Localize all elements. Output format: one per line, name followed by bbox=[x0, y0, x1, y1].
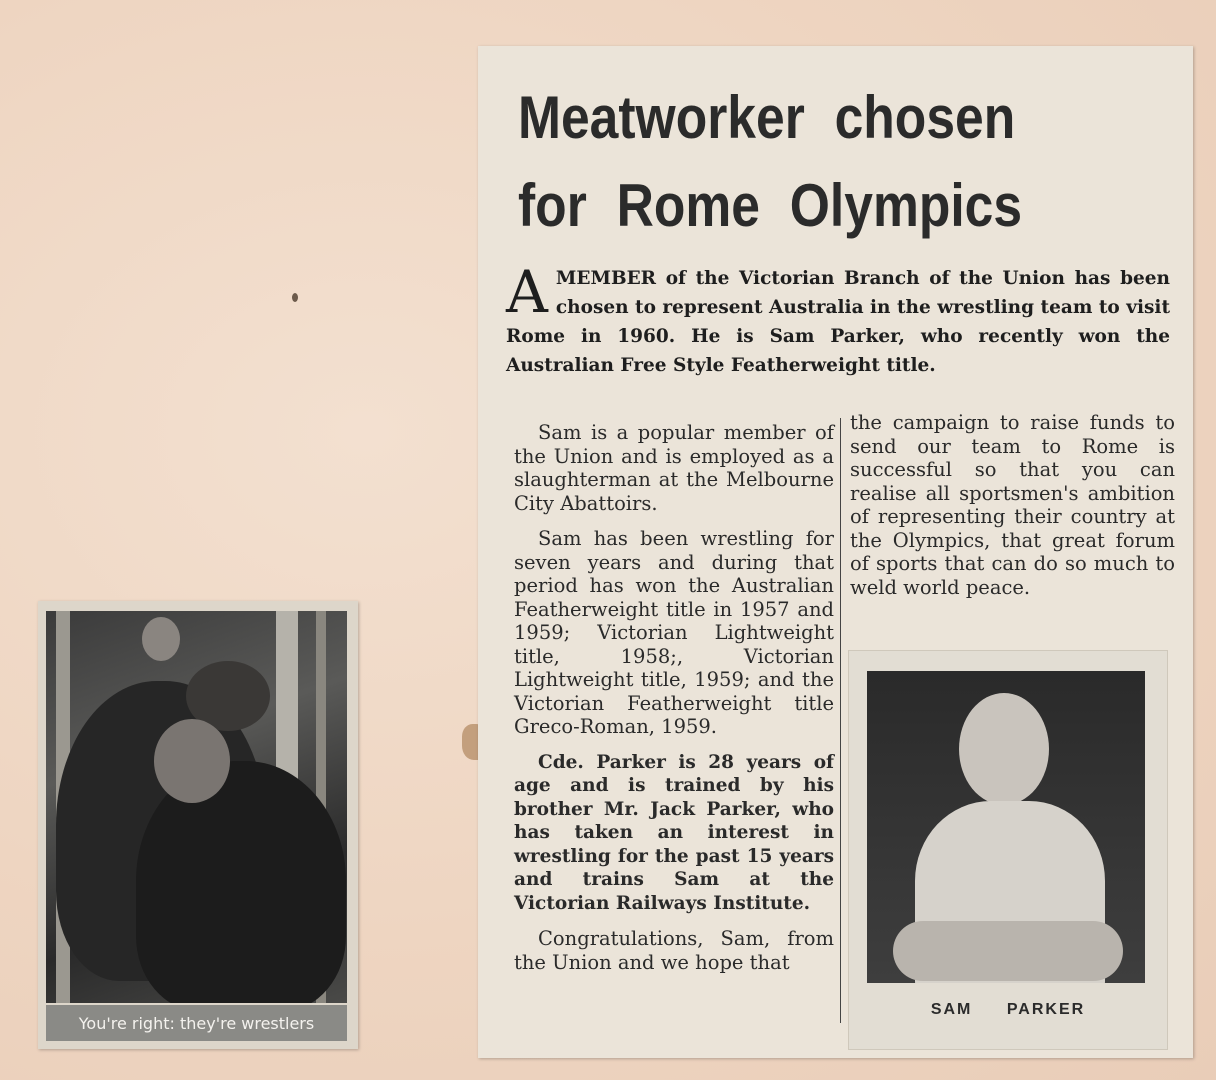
photo-background-face bbox=[142, 617, 180, 661]
portrait-caption: SAM PARKER bbox=[930, 1001, 1086, 1018]
article-paragraph: Congratulations, Sam, from the Union and we hope that bbox=[514, 927, 834, 974]
portrait-arms bbox=[893, 921, 1123, 981]
portrait-photo-clipping bbox=[848, 650, 1168, 1050]
headline-line: Meatworker chosen bbox=[518, 84, 1016, 151]
photo-caption: You're right: they're wrestlers bbox=[46, 1005, 347, 1041]
article-paragraph-bold: Cde. Parker is 28 years of age and is trained by his brother Mr. Jack Parker, who has taken an interest in wrestling for the past 15 years and trains Sam at the Victorian Railways Institute. bbox=[514, 751, 834, 914]
photo-wrestler-face bbox=[154, 719, 230, 803]
article-lead bbox=[506, 258, 1170, 380]
article-paragraph: the campaign to raise funds to send our team to Rome is successful so that you can realise all sportsmen's ambition of representing their country at the Olympics, that great forum of sports that can do so much to weld world peace. bbox=[850, 411, 1175, 599]
headline-line: for Rome Olympics bbox=[518, 172, 1023, 239]
paper-speck bbox=[292, 293, 298, 302]
sam-parker-portrait bbox=[867, 671, 1145, 983]
wrestlers-photo bbox=[46, 611, 347, 1003]
wrestlers-photo-clipping bbox=[38, 601, 358, 1049]
article-paragraph: Sam is a popular member of the Union and is employed as a slaughterman at the Melbourne City Abattoirs. bbox=[514, 421, 834, 515]
photo-wrestler-front bbox=[136, 761, 346, 1003]
column-divider bbox=[840, 418, 841, 1023]
lead-text: MEMBER of the Victorian Branch of the Union has been chosen to represent Australia in the wrestling team to visit Rome in 1960. He is Sam Parker, who recently won the Australian Free Style Featherweight title. bbox=[506, 268, 1170, 376]
article-column-left bbox=[514, 421, 834, 986]
article-column-right bbox=[850, 411, 1175, 611]
newspaper-article-clipping bbox=[478, 46, 1193, 1058]
article-headline bbox=[518, 74, 1068, 250]
portrait-face bbox=[959, 693, 1049, 805]
drop-cap: A bbox=[506, 258, 548, 326]
article-paragraph: Sam has been wrestling for seven years and during that period has won the Australian Featherweight title in 1957 and 1959; Victorian Lightweight title, 1958;, Victorian Lightweight title, 1959; and the Victorian Featherweight title Greco-Roman, 1959. bbox=[514, 527, 834, 738]
